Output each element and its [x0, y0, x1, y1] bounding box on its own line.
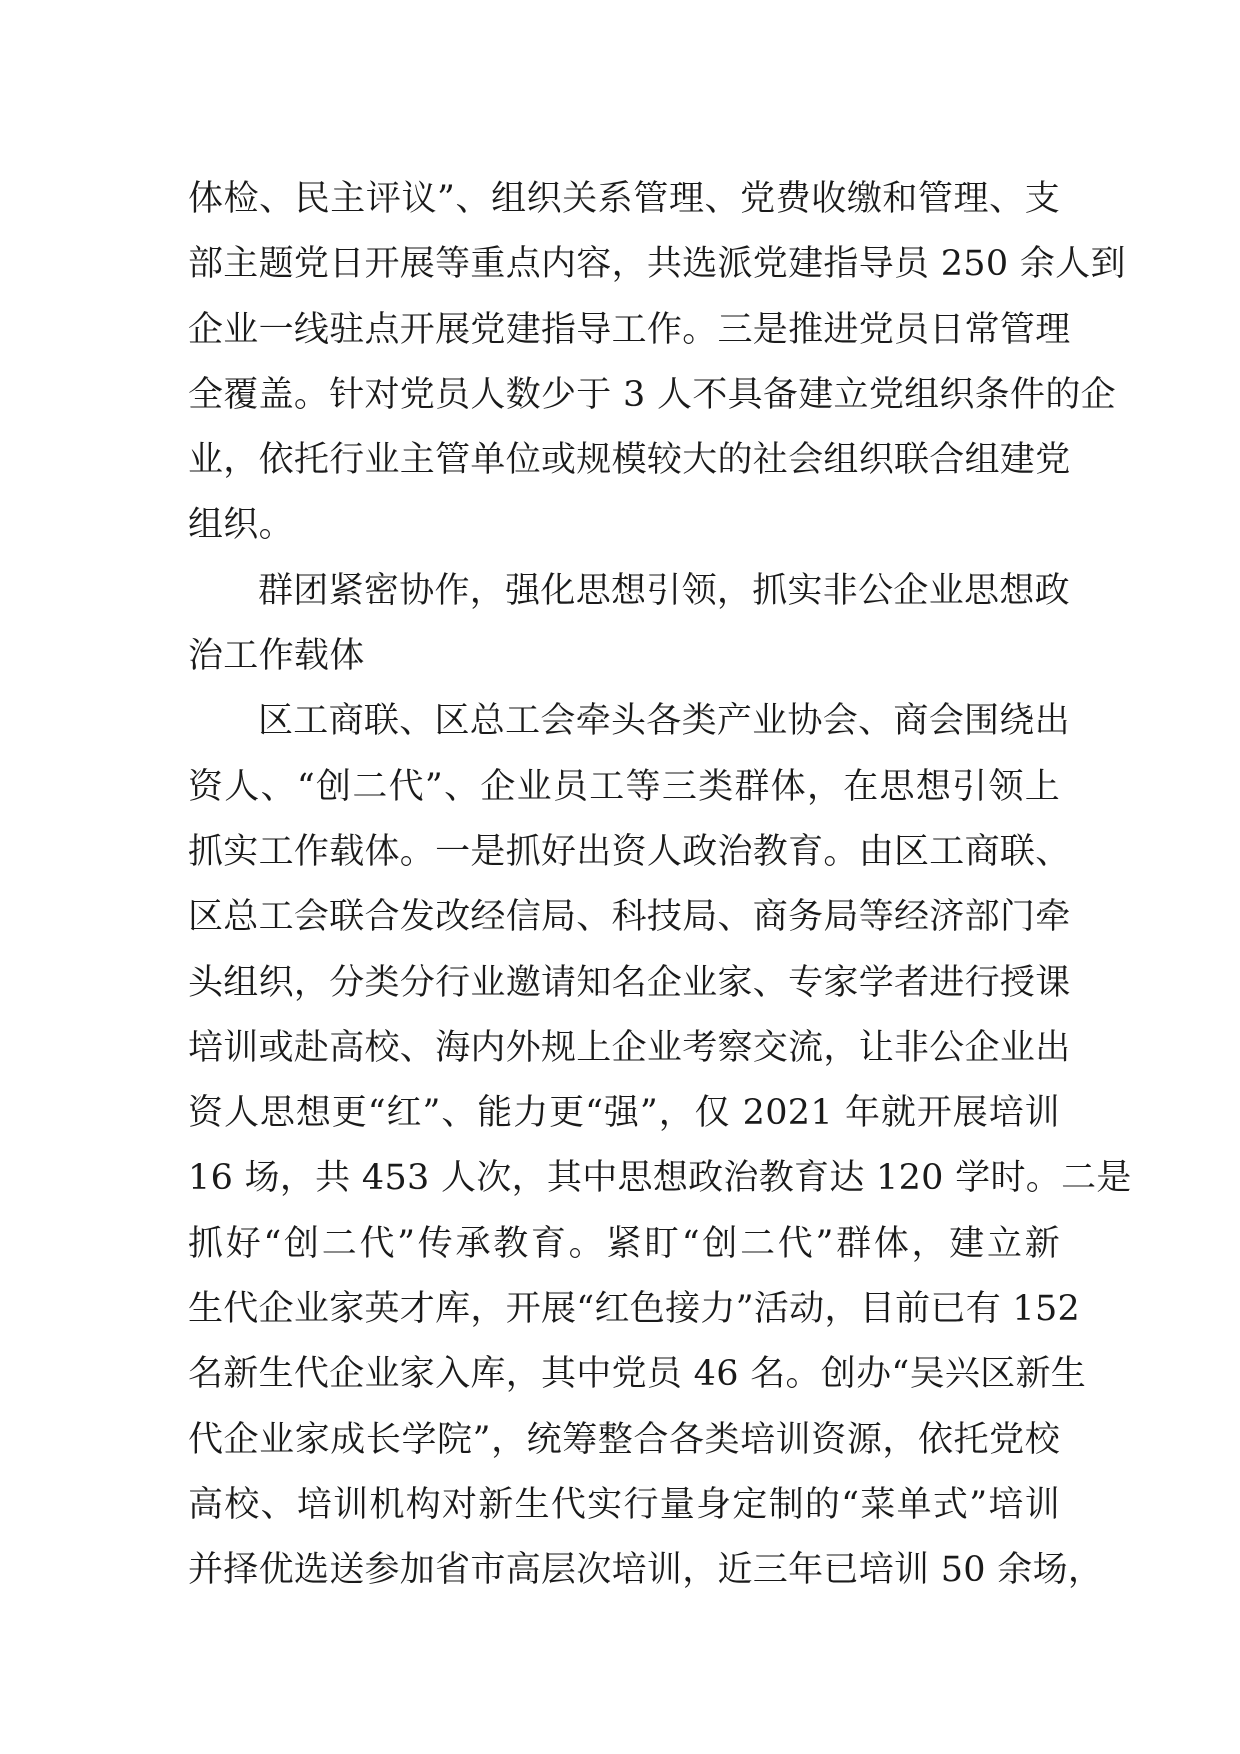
text-line: 企业一线驻点开展党建指导工作。三是推进党员日常管理 [188, 309, 1071, 350]
text-line: 全覆盖。针对党员人数少于 3 人不具备建立党组织条件的企 [188, 374, 1116, 415]
text-line: 头组织，分类分行业邀请知名企业家、专家学者进行授课 [188, 962, 1071, 1003]
text-line: 抓好“创二代”传承教育。紧盯“创二代”群体，建立新 [188, 1223, 1060, 1264]
text-line: 资人、“创二代”、企业员工等三类群体，在思想引领上 [188, 766, 1060, 807]
text-line: 区工商联、区总工会牵头各类产业协会、商会围绕出 [258, 701, 1070, 742]
text-line: 高校、培训机构对新生代实行量身定制的“菜单式”培训 [188, 1484, 1060, 1525]
text-line: 组织。 [188, 505, 294, 546]
text-line: 并择优选送参加省市高层次培训，近三年已培训 50 余场， [188, 1550, 1104, 1591]
text-line: 代企业家成长学院”，统筹整合各类培训资源，依托党校 [188, 1419, 1060, 1460]
text-line: 群团紧密协作，强化思想引领，抓实非公企业思想政 [258, 570, 1070, 611]
text-line: 治工作载体 [188, 636, 365, 677]
text-line: 培训或赴高校、海内外规上企业考察交流，让非公企业出 [188, 1027, 1071, 1068]
text-line: 业，依托行业主管单位或规模较大的社会组织联合组建党 [188, 440, 1071, 481]
text-line: 抓实工作载体。一是抓好出资人政治教育。由区工商联、 [188, 831, 1071, 872]
text-line: 16 场，共 453 人次，其中思想政治教育达 120 学时。二是 [188, 1158, 1132, 1199]
text-line: 生代企业家英才库，开展“红色接力”活动，目前已有 152 [188, 1289, 1081, 1330]
body-text [188, 167, 1132, 1604]
text-line: 资人思想更“红”、能力更“强”，仅 2021 年就开展培训 [188, 1093, 1060, 1134]
text-line: 部主题党日开展等重点内容，共选派党建指导员 250 余人到 [188, 244, 1126, 285]
text-line: 体检、民主评议”、组织关系管理、党费收缴和管理、支 [188, 179, 1060, 219]
text-line: 区总工会联合发改经信局、科技局、商务局等经济部门牵 [188, 897, 1071, 938]
text-line: 名新生代企业家入库，其中党员 46 名。创办“吴兴区新生 [188, 1354, 1087, 1395]
